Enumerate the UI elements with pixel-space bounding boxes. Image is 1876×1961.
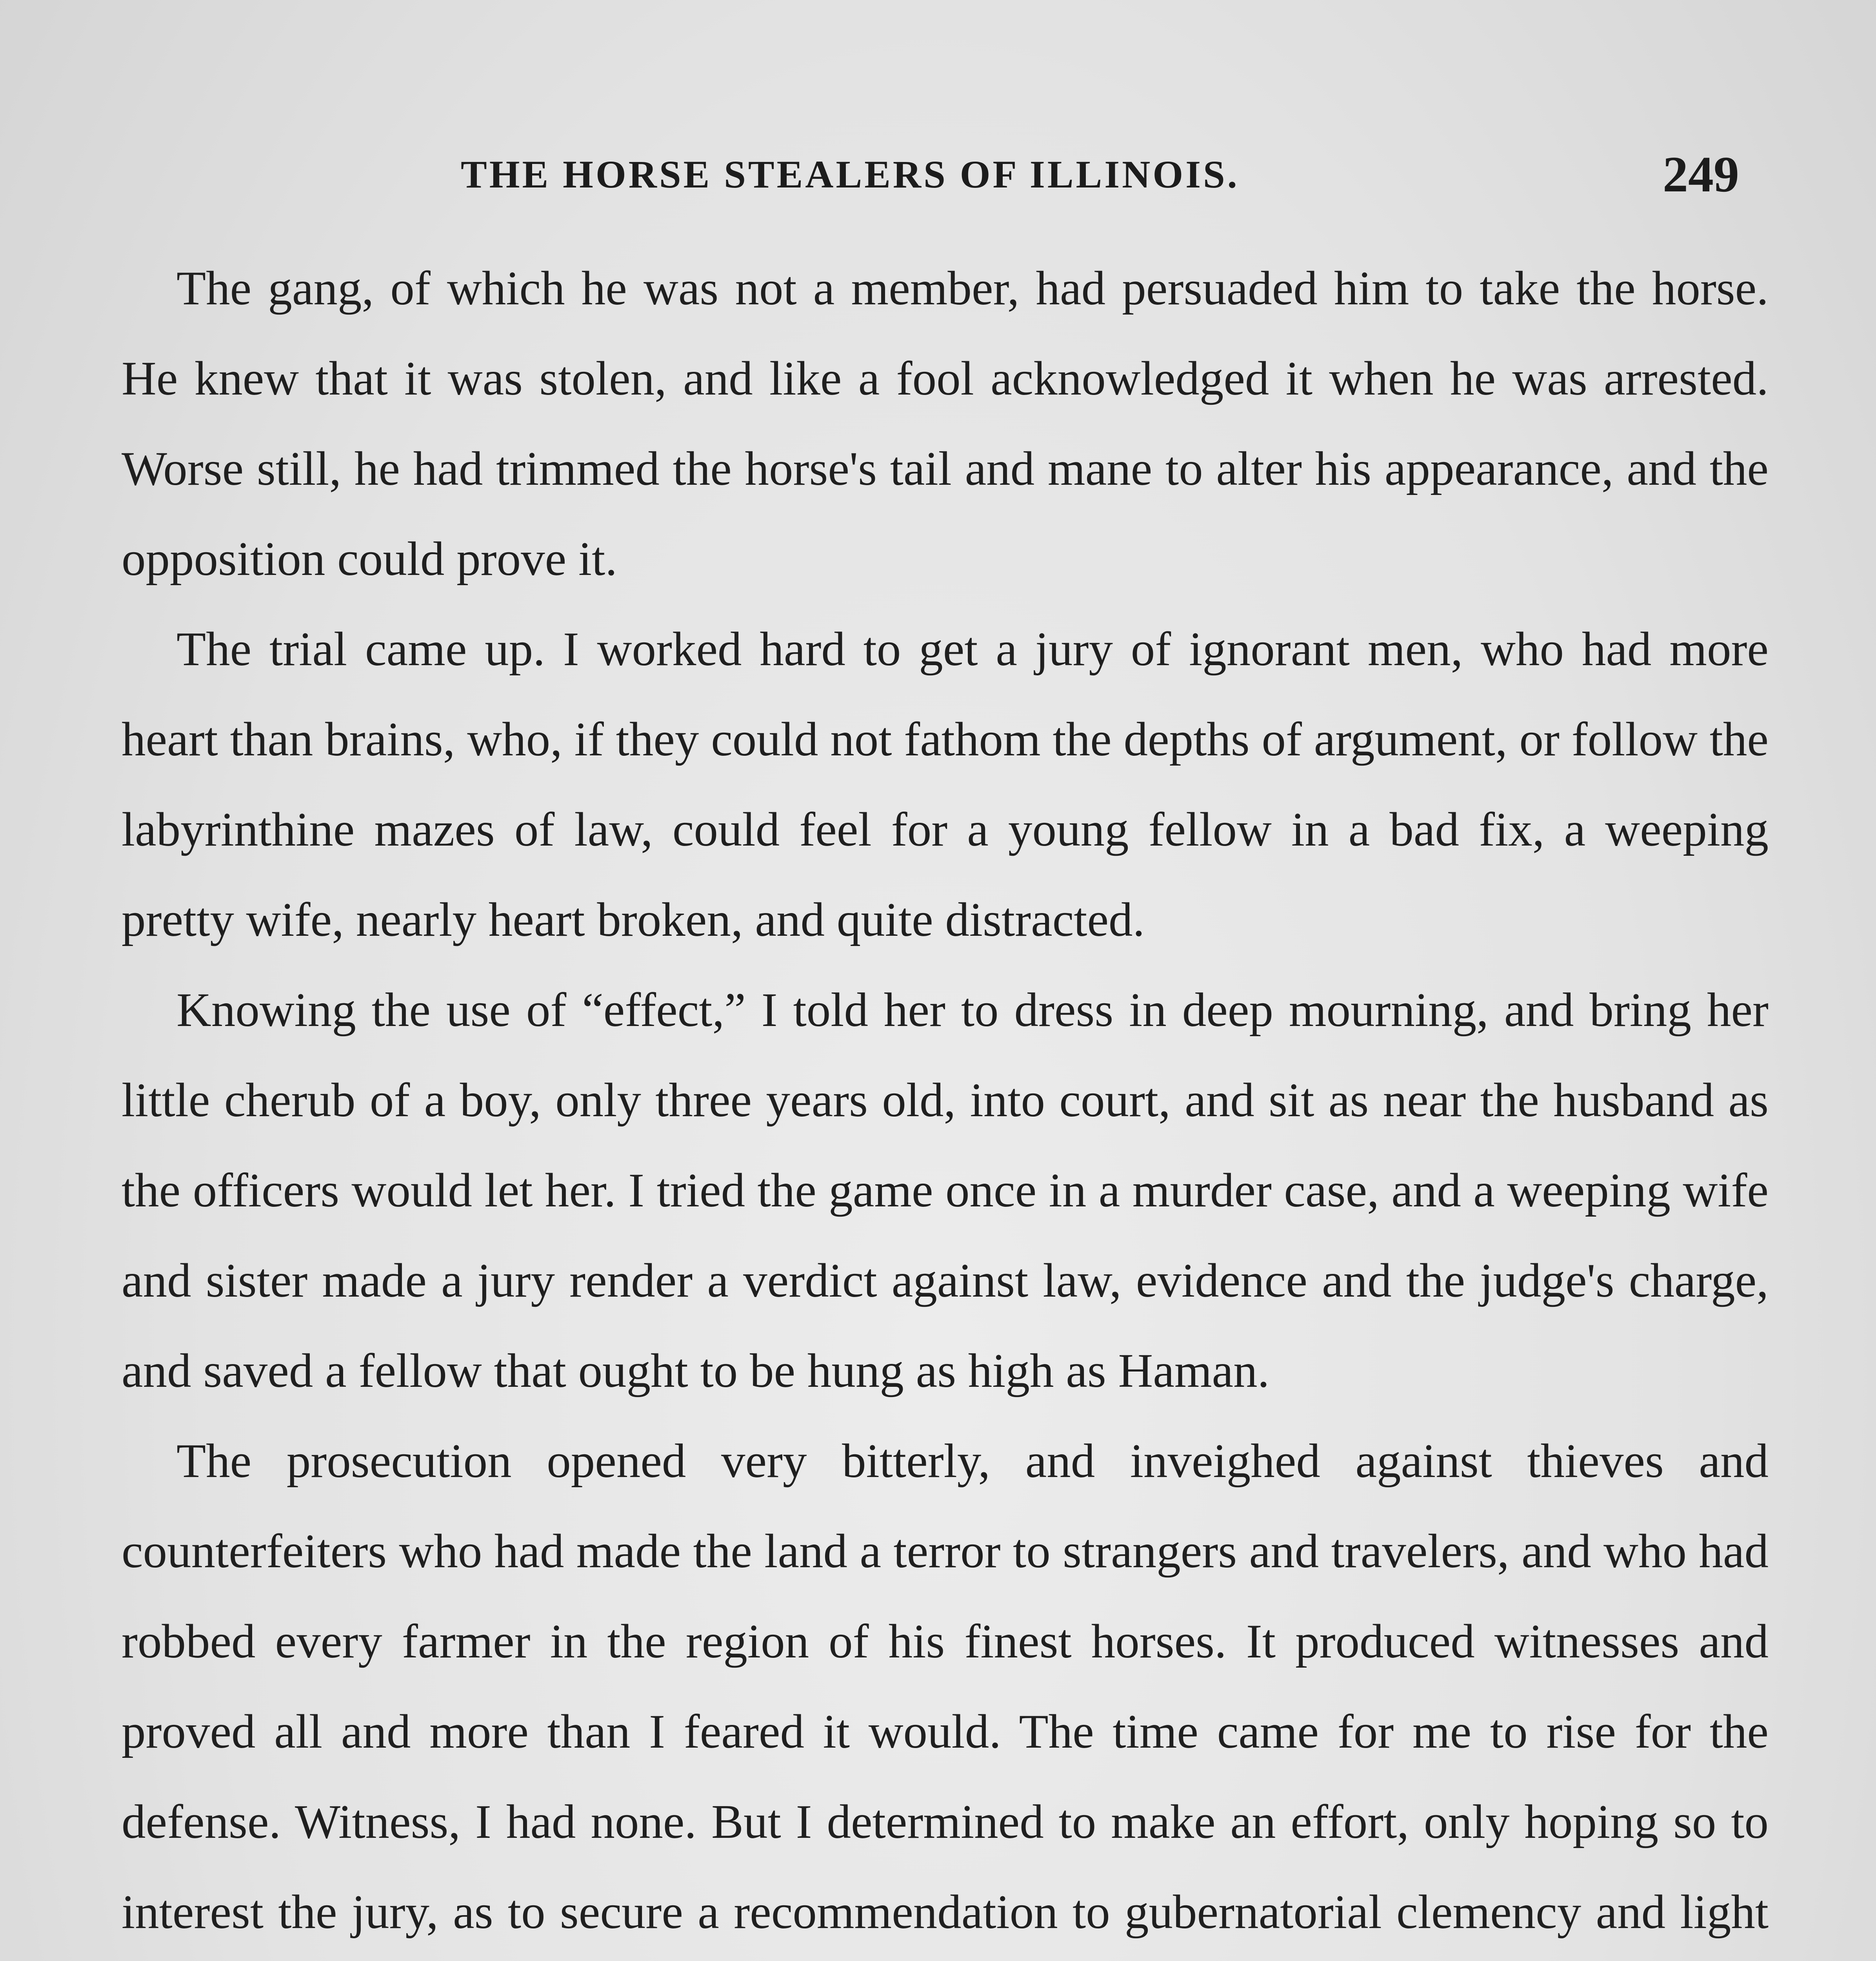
running-header bbox=[0, 141, 1876, 208]
paragraph: The trial came up. I worked hard to get a jury of ignorant men, who had more heart than brains, who, if they could not fathom the depths of argument, or follow the labyrinthine mazes of law, could feel for a young fellow in a bad fix, a weeping pretty wife, nearly heart broken, and quite distracted. bbox=[122, 622, 1769, 946]
body-text bbox=[122, 243, 1769, 1961]
paragraph: The prosecution opened very bitterly, and inveighed against thieves and counterfeiters who had made the land a terror to strangers and travelers, and who had robbed every farmer in the region of his finest horses. It produced witnesses and proved all and more than I feared it would. The time came for me to rise for the defense. Witness, I had none. But I determined to make an effort, only hoping so to interest the jury, as to secure a recommendation to gubernatorial clemency and light bbox=[122, 1434, 1769, 1939]
running-title: THE HORSE STEALERS OF ILLINOIS. bbox=[461, 153, 1240, 196]
page-number: 249 bbox=[1663, 146, 1739, 203]
paragraph: Knowing the use of “effect,” I told her to dress in deep mourning, and bring her little cherub of a boy, only three years old, into court, and sit as near the husband as the officers would let her. I tried the game once in a murder case, and a weeping wife and sister made a jury render a verdict against law, evidence and the judge's charge, and saved a fellow that ought to be hung as high as Haman. bbox=[122, 983, 1769, 1397]
paragraph: The gang, of which he was not a member, had persuaded him to take the horse. He knew that it was stolen, and like a fool acknowledged it when he was arrested. Worse still, he had trimmed the horse's tail and mane to alter his appearance, and the opposition could prove it. bbox=[122, 261, 1769, 586]
